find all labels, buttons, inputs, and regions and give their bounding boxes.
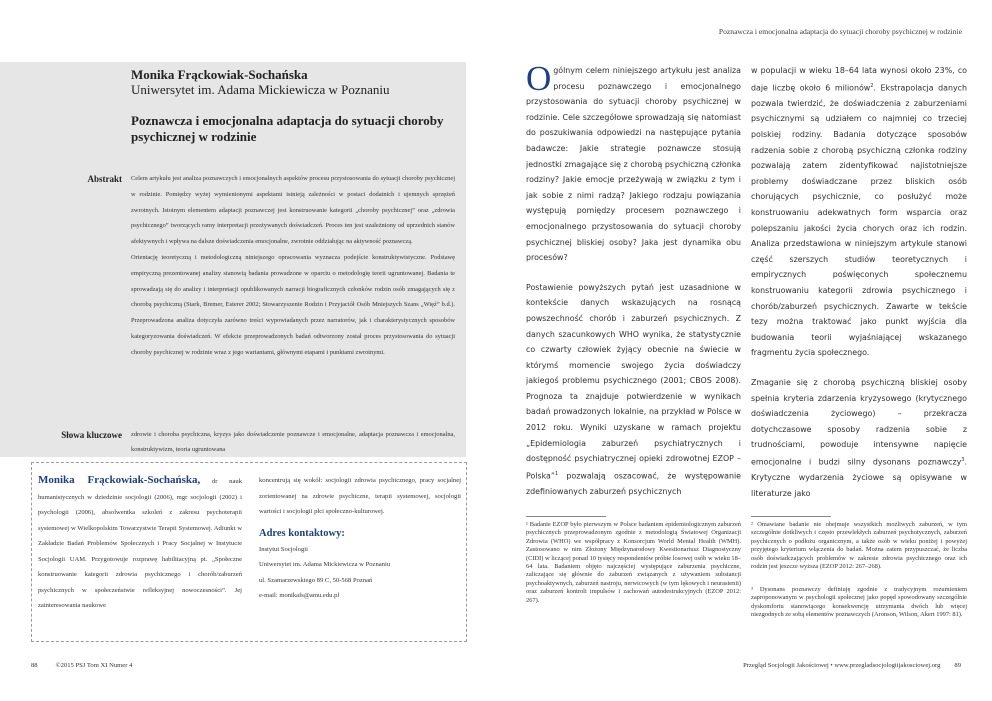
paragraph-3-text-a: w populacji w wieku 18–64 lata wynosi około 23%, co daje liczbę około 6 milionów: [751, 66, 967, 93]
left-page: [0, 0, 478, 701]
contact-address: ul. Szamarzewskiego 89 C, 50-568 Poznań: [259, 576, 373, 584]
intro-paragraph-text: gólnym celem niniejszego artykułu jest analiza procesu poznawczego i emocjonalnego przystosowania do sytuacji choroby psychicznej w rodzinie. Cele szczegółowe sprowadzają się natomiast do poszukiwania odpowiedzi na następujące pytania badawcze: Jakie strategie poznawcze stosują jednostki zmagające się z chorobą psychiczną członka rodziny? Jakie emocje przeżywają w związku z tym i jak sobie z nimi radzą? Jakiego rodzaju powiązania występują pomiędzy procesem poznawczego i emocjonalnego przystosowania do sytuacji choroby psychicznej bliskiej osoby? Jaka jest dynamika obu procesów?: [526, 66, 741, 263]
footnote-1: ¹ Badanie EZOP było pierwszym w Polsce badaniem epidemiologicznym zaburzeń psychicznych przeprowadzonym zgodnie z metodologią Światowej Organizacji Zdrowia (WHO) we współpracy z Konsorcjum World Mental Health (WMH). Zastosowano w nim Złożony Międzynarodowy Kwestionariusz Diagnostyczny (CIDI) w liczącej ponad 10 tysięcy respondentów próbie losowej osób w wieku 18–64 lata. Badaniem objęto najczęściej występujące zaburzenia psychiczne, zaliczające się głównie do zaburzeń związanych z używaniem substancji psychoaktywnych, zaburzeń nastroju, nerwicowych (w tym lękowych i neurastenii) oraz zaburzeń kontroli impulsów i zachowań autodestrukcyjnych (EZOP 2012: 267).: [526, 521, 741, 604]
footer-journal-info: ©2015 PSJ Tom XI Numer 4: [55, 662, 133, 669]
page-number-right: 89: [954, 662, 961, 669]
footer-right: [743, 662, 961, 669]
abstract-paragraph-2: Orientację teoretyczną i metodologiczną niniejszego opracowania wyznacza podejście konstruktywistyczne. Podstawę empiryczną prezentowanej analizy stanowią badania prowadzone w oparciu o metodologię teorii ugruntowanej. Badania te sprowadzają się do analizy i interpretacji opublikowanych narracji biograficznych członków rodzin osób zmagających się z chorobą psychiczną (Stark, Bremer, Esterer 2002; Stowarzyszenie Rodzin i Przyjaciół Osób Mniejszych Szans „Więź” b.d.). Przeprowadzona analiza dotyczyła zarówno treści wypowiadanych przez narratorów, jak i charakterystycznych sposobów kategoryzowania doświadczeń. W efekcie przeprowadzonych badań odtworzony został proces przystosowania do sytuacji choroby psychicznej w rodzinie wraz z jego wariantami, głównymi etapami i punktami zwrotnymi.: [131, 253, 455, 356]
paragraph-3: [751, 63, 967, 361]
bio-author-name: Monika Frąckowiak-Sochańska,: [38, 474, 201, 486]
running-header: Poznawcza i emocjonalna adaptacja do sytuacji choroby psychicznej w rodzinie: [718, 27, 962, 36]
author-bio-box: [31, 462, 467, 642]
footnote-divider-2: [751, 516, 831, 517]
right-page: [514, 0, 992, 701]
footnote-ref-1[interactable]: 1: [554, 470, 559, 477]
author-name: Monika Frąckowiak-Sochańska: [131, 67, 308, 82]
footer-journal-url[interactable]: Przegląd Socjologii Jakościowej • www.przegladsocjologiijakosciowej.org: [743, 662, 941, 669]
footnote-2: ² Omawiane badanie nie obejmuje wszystkich możliwych zaburzeń, w tym szczególnie dotkliwych i często przewlekłych zaburzeń psychotycznych, zaburzeń psychicznych o podłożu organicznym, a także osób w wieku poniżej i powyżej przyjętego kryterium włączenia do badań. Można zatem przypuszczać, że liczba osób doświadczających problemów w zakresie zdrowia psychicznego oraz ich rodzin jest jeszcze wyższa (EZOP 2012: 267–268).: [751, 521, 967, 571]
contact-university: Uniwersytet im. Adama Mickiewicza w Poznaniu: [259, 561, 391, 568]
paragraph-3-text-b: . Ekstrapolacja danych pozwala twierdzić, że doświadczenia z zaburzeniami psychicznymi są udziałem co najmniej co trzeciej polskiej rodziny. Badania dotyczące sposobów radzenia sobie z chorobą psychiczną członka rodziny pozwalają zatem zidentyfikować najistotniejsze problemy doświadczane przez bliskich osób chorujących psychicznie, co posłużyć może konstruowaniu adekwatnych form wsparcia oraz polepszaniu jakości życia chorych oraz ich rodzin. Analiza przedstawiona w niniejszym artykule stanowi część szerszych studiów teoretycznych i empirycznych poświęconych społecznemu konstruowaniu kategorii zdrowia psychicznego i chorób/zaburzeń psychicznych. Zawarte w tekście tezy można traktować jako punkt wyjścia dla budowania teorii wyjaśniającej wskazanego fragmentu życia społecznego.: [751, 83, 967, 358]
bio-column-2: [259, 473, 461, 604]
bio-column-1: [38, 473, 242, 614]
article-title: Poznawcza i emocjonalna adaptacja do sytuacji choroby psychicznej w rodzinie: [131, 113, 444, 144]
keywords-text: zdrowie i choroba psychiczna, kryzys jako doświadczenie poznawcze i emocjonalne, adaptacja poznawcza i emocjonalna, konstruktywizm, teoria ugruntowana: [131, 431, 455, 453]
author-affiliation: Uniwersytet im. Adama Mickiewicza w Poznaniu: [131, 82, 390, 97]
abstract-text: [131, 171, 455, 361]
contact-email[interactable]: e-mail: monikafs@amu.edu.pl: [259, 592, 340, 599]
paragraph-2-text-b: pozwalają oszacować, że występowanie zdefiniowanych zaburzeń psychicznych: [526, 471, 741, 497]
footnote-ref-2[interactable]: 2: [870, 82, 874, 89]
footnote-divider-1: [526, 516, 606, 517]
page-number-left: 88: [31, 662, 38, 669]
paragraph-4-text-b: . Krytyczne wydarzenia życiowe są opisywane w literaturze jako: [751, 457, 967, 498]
abstract-label: Abstrakt: [87, 174, 122, 184]
text-column-1: [526, 59, 741, 514]
drop-cap: O: [526, 59, 552, 98]
paragraph-4-text-a: Zmaganie się z chorobą psychiczną bliskiej osoby spełnia kryteria zdarzenia kryzysowego (krytycznego doświadczenia życiowego) – przekracza dotychczasowe sposoby radzenia sobie z trudnościami, powoduje intensywne napięcie emocjonalne i budzi silny dysonans poznawczy: [751, 377, 967, 467]
contact-heading: Adres kontaktowy:: [259, 527, 345, 539]
footer-left: [31, 662, 132, 669]
bio-text-2: koncentrują się wokół: socjologii zdrowia psychicznego, pracy socjalnej zorientowanej na zdrowie psychiczne, terapii systemowej, socjologii wartości i socjologii płci społeczno-kulturowej.: [259, 477, 461, 515]
abstract-paragraph-1: Celem artykułu jest analiza poznawczych i emocjonalnych aspektów procesu przystosowania do sytuacji choroby psychicznej w rodzinie. Pomiędzy wyżej wymienionymi aspektami istnieją zależności w postaci dodatnich i ujemnych sprzężeń zwrotnych. Istotnym elementem adaptacji poznawczej jest konstruowanie kategorii „choroby psychicznej” oraz „zdrowia psychicznego” tworzących ramy interpretacji przeżywanych doświadczeń. Proces ten jest uzależniony od uprzednich stanów afektywnych i wpływa na dalsze doświadczenia emocjonalne, zwrotnie oddziałując na aktywność poznawczą.: [131, 175, 455, 246]
keywords-label: Słowa kluczowe: [61, 430, 122, 440]
paragraph-2-text-a: Postawienie powyższych pytań jest uzasadnione w kontekście danych wskazujących na rosnącą powszechność chorób i zaburzeń psychicznych. Z danych szacunkowych WHO wynika, że statystycznie co czwarty człowiek żyjący obecnie na świecie w którymś momencie swojego życia doświadczy jakiegoś problemu psychicznego (2001; CBOS 2008). Prognoza ta znajduje potwierdzenie w wynikach badań prowadzonych lokalnie, na przykład w Polsce w 2012 roku. Wyniki uzyskane w ramach projektu „Epidemiologia zaburzeń psychiatrycznych i dostępność psychiatrycznej opieki zdrowotnej EZOP – Polska”: [526, 282, 741, 481]
contact-institute: Instytut Socjologii: [259, 545, 308, 553]
intro-paragraph: [526, 59, 741, 266]
text-column-2: [751, 63, 967, 515]
footnote-3: ³ Dysonans poznawczy definiuję zgodnie z tradycyjnym rozumieniem zaproponowanym w psychologii społecznej jako popęd spowodowany szczególnie dyskomfortu stanowiącego konsekwencję utrzymania dwóch lub więcej niezgodnych ze sobą elementów poznawczych (Aronson, Wilson, Akert 1997: 81).: [751, 586, 967, 619]
paragraph-2: [526, 280, 741, 500]
footnote-ref-3[interactable]: 3: [961, 456, 965, 463]
paragraph-4: [751, 375, 967, 501]
bio-text-1: dr nauk humanistycznych w dziedzinie socjologii (2006), mgr socjologii (2002) i psychologii (2006), absolwentka szkoleń z zakresu psychoterapii systemowej w Wielkopolskim Towarzystwie Terapii Systemowej. Adiunkt w Zakładzie Badań Problemów Społecznych i Pracy Socjalnej w Instytucie Socjologii UAM. Przygotowuje rozprawę habilitacyjną pt. „Społeczne konstruowanie kategorii zdrowia psychicznego i chorób/zaburzeń psychicznych w społeczeństwie refleksyjnej nowoczesności”. Jej zainteresowania naukowe: [38, 478, 242, 609]
